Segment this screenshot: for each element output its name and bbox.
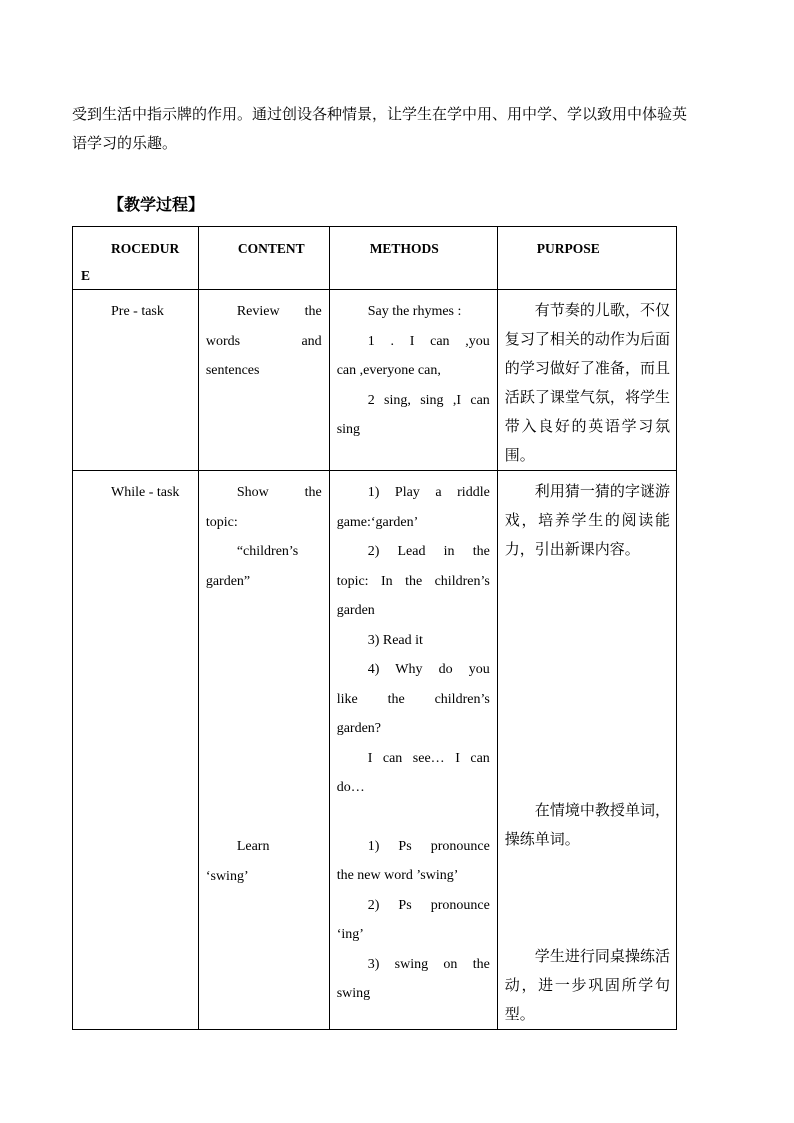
content-while-l3: “children’s [236, 544, 299, 559]
methods-while-l17: swing [336, 986, 371, 1001]
content-while-l4: garden” [205, 573, 251, 589]
methods-pre-l5: sing [336, 422, 361, 437]
methods-pre-l3: can ,everyone can, [336, 363, 441, 378]
stage-while-task: While - task [73, 471, 199, 1030]
methods-while-l4: topic: In the children’s [336, 573, 490, 589]
methods-while-l13: the new word ’swing’ [336, 868, 459, 883]
methods-while-task [329, 471, 497, 1030]
methods-while-l8: like the children’s [336, 691, 490, 707]
purpose-while-text-3: 学生进行同桌操练活动，进一步巩固所学句型。 [504, 947, 670, 1023]
purpose-while-text-1: 利用猜一猜的字谜游戏，培养学生的阅读能力，引出新课内容。 [504, 482, 670, 558]
methods-while-l11: do… [336, 780, 365, 795]
purpose-while-text-2: 在情境中教授单词，操练单词。 [504, 801, 670, 848]
section-title: 【教学过程】 [108, 195, 205, 214]
intro-line-1: 受到生活中指示牌的作用。通过创设各种情景，让学生在学中用、用中学、学以致用中体验英 [72, 105, 688, 123]
table-row-pre-task [73, 290, 677, 471]
content-pre-l2: words and [205, 333, 322, 349]
intro-paragraph [72, 100, 732, 158]
content-pre-l1: Review the [236, 304, 322, 319]
header-purpose-label: PURPOSE [536, 241, 600, 256]
header-content [198, 227, 329, 290]
methods-while-l5: garden [336, 603, 375, 618]
methods-while-l6: 3) Read it [367, 632, 423, 648]
methods-pre-l4: 2 sing, sing ,I can [367, 392, 490, 408]
methods-while-l7: 4) Why do you [367, 662, 490, 677]
content-while-l2: topic: [205, 514, 238, 530]
methods-pre-task [329, 290, 497, 471]
header-methods-label: METHODS [369, 241, 439, 256]
content-while-task [198, 471, 329, 1030]
methods-pre-l1: Say the rhymes : [367, 304, 462, 319]
header-content-label: CONTENT [237, 241, 305, 256]
intro-line-2: 语学习的乐趣。 [72, 134, 178, 152]
methods-while-l16: 3) swing on the [367, 956, 490, 972]
purpose-while-task [497, 471, 676, 1030]
header-purpose [497, 227, 676, 290]
methods-while-l3: 2) Lead in the [367, 544, 490, 559]
stage-pre-task: Pre - task [73, 290, 199, 471]
methods-while-l2: game:‘garden’ [336, 514, 419, 530]
methods-while-l15: ‘ing’ [336, 927, 364, 942]
header-procedure-a: ROCEDUR [111, 241, 180, 256]
content-pre-task [198, 290, 329, 471]
header-methods [329, 227, 497, 290]
content-while-l1: Show the [236, 485, 322, 500]
table-header-row [73, 227, 677, 290]
methods-while-l9: garden? [336, 721, 381, 736]
methods-while-l1: 1) Play a riddle [367, 485, 490, 500]
methods-while-l14: 2) Ps pronounce [367, 897, 490, 913]
content-while-l5: Learn [236, 839, 270, 854]
methods-while-l12: 1) Ps pronounce [367, 838, 490, 854]
content-pre-l3: sentences [205, 363, 260, 378]
methods-while-l10: I can see… I can [367, 750, 490, 766]
lesson-table [72, 226, 677, 1030]
header-procedure [73, 227, 199, 290]
purpose-pre-task [497, 290, 676, 471]
purpose-pre-text: 有节奏的儿歌，不仅复习了相关的动作为后面的学习做好了准备，而且活跃了课堂气氛，将学生带入良好的英语学习氛围。 [504, 301, 670, 464]
header-procedure-b: E [81, 268, 91, 283]
methods-pre-l2: 1 . I can ,you [367, 333, 490, 349]
content-while-l6: ‘swing’ [205, 868, 249, 884]
table-row-while-task [73, 471, 677, 1030]
